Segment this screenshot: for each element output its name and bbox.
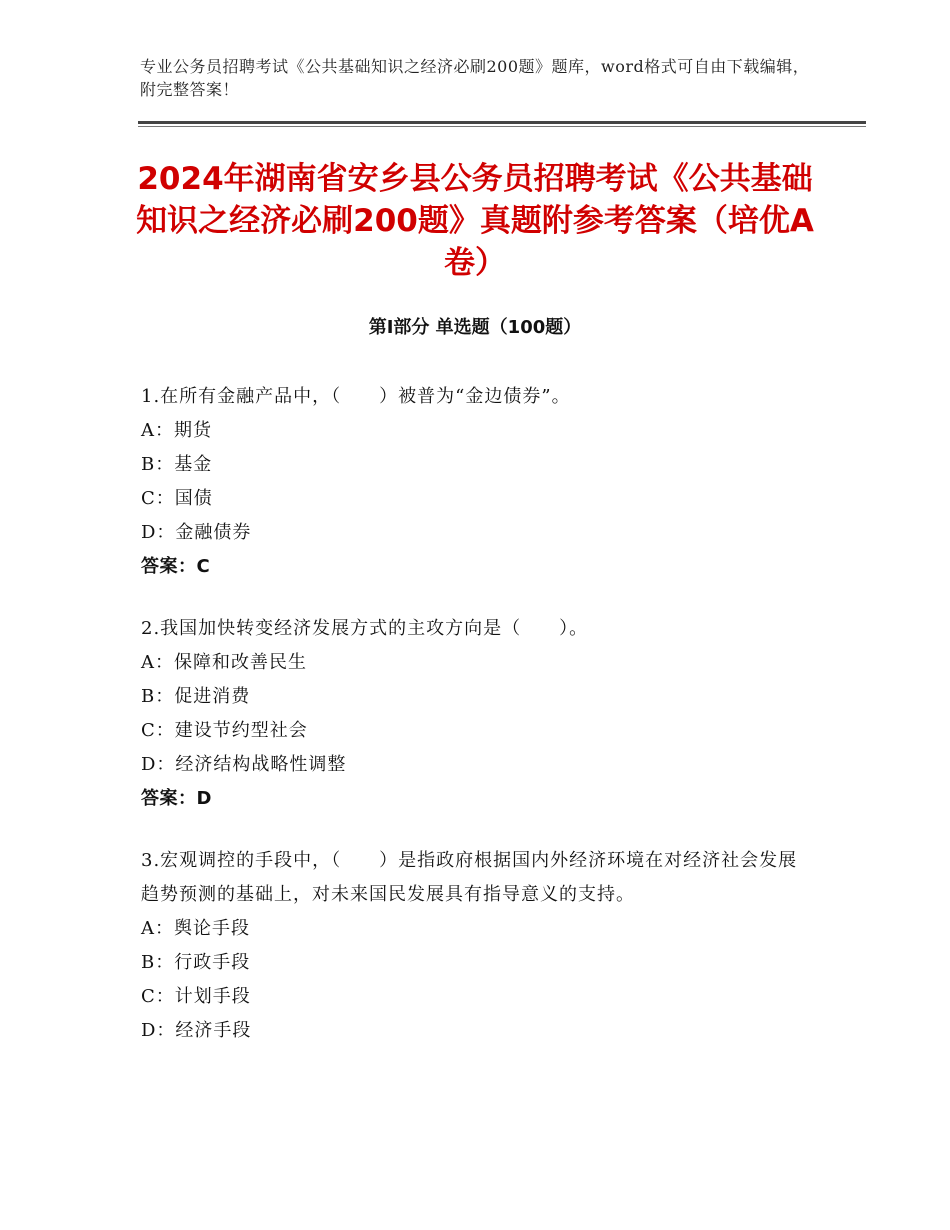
header-note: 专业公务员招聘考试《公共基础知识之经济必刷200题》题库，word格式可自由下载编辑，附完整答案！ bbox=[140, 57, 810, 99]
question-2 bbox=[141, 612, 806, 816]
question-stem: 3.宏观调控的手段中，（ ）是指政府根据国内外经济环境在对经济社会发展趋势预测的基础上，对未来国民发展具有指导意义的支持。 bbox=[141, 850, 798, 905]
option-b: B：行政手段 bbox=[141, 952, 251, 973]
question-list bbox=[141, 380, 806, 1076]
document-title: 2024年湖南省安乡县公务员招聘考试《公共基础知识之经济必刷200题》真题附参考答案（培优A卷） bbox=[136, 161, 814, 281]
option-c: C：建设节约型社会 bbox=[141, 720, 308, 741]
question-3 bbox=[141, 844, 806, 1048]
option-c: C：计划手段 bbox=[141, 986, 251, 1007]
section-title: 第Ⅰ部分 单选题（100题） bbox=[368, 317, 582, 338]
answer: 答案：D bbox=[141, 788, 212, 809]
option-a: A：舆论手段 bbox=[141, 918, 250, 939]
option-d: D：金融债券 bbox=[141, 522, 252, 543]
header-rule-thin bbox=[138, 126, 866, 127]
option-b: B：基金 bbox=[141, 454, 213, 475]
option-a: A：期货 bbox=[141, 420, 212, 441]
answer: 答案：C bbox=[141, 556, 211, 577]
question-stem: 2.我国加快转变经济发展方式的主攻方向是（ ）。 bbox=[141, 618, 589, 639]
header-rule-thick bbox=[138, 121, 866, 124]
option-d: D：经济手段 bbox=[141, 1020, 252, 1041]
question-1 bbox=[141, 380, 806, 584]
option-c: C：国债 bbox=[141, 488, 213, 509]
option-a: A：保障和改善民生 bbox=[141, 652, 307, 673]
question-stem: 1.在所有金融产品中，（ ）被普为“金边债券”。 bbox=[141, 386, 571, 407]
option-b: B：促进消费 bbox=[141, 686, 251, 707]
option-d: D：经济结构战略性调整 bbox=[141, 754, 347, 775]
